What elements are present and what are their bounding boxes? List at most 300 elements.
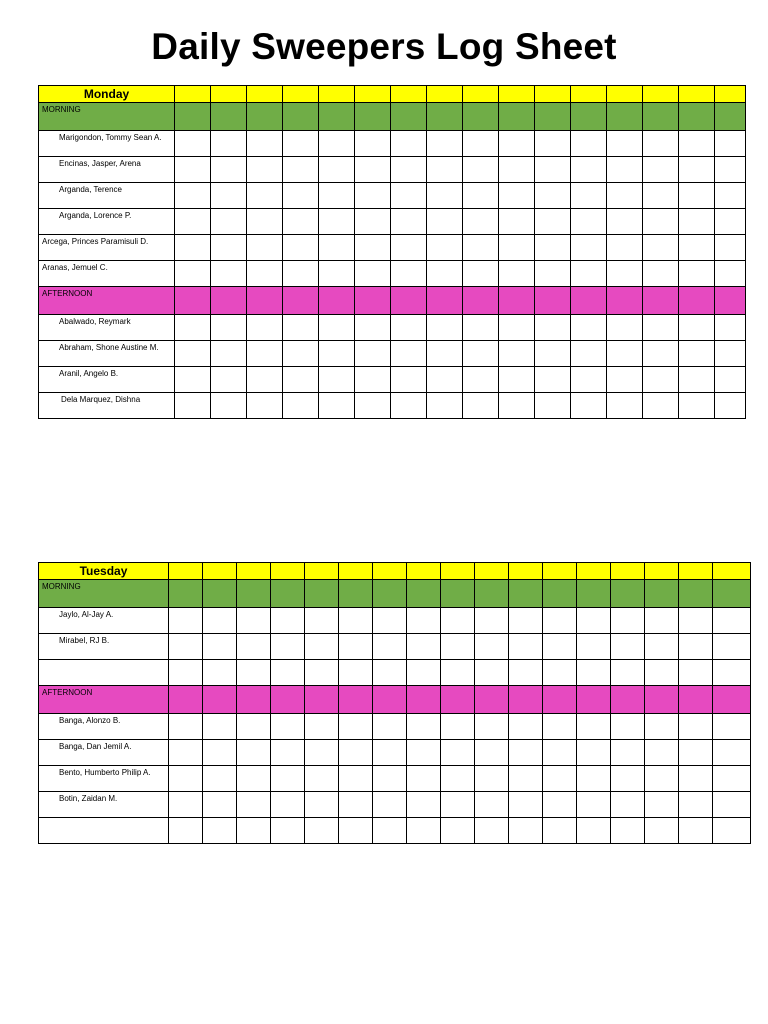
log-cell[interactable]	[463, 209, 499, 235]
log-cell[interactable]	[305, 792, 339, 818]
log-cell[interactable]	[571, 341, 607, 367]
log-cell[interactable]	[441, 660, 475, 686]
log-cell[interactable]	[643, 261, 679, 287]
log-cell[interactable]	[283, 367, 319, 393]
log-cell[interactable]	[607, 157, 643, 183]
log-cell[interactable]	[679, 766, 713, 792]
log-cell[interactable]	[283, 315, 319, 341]
log-cell[interactable]	[175, 393, 211, 419]
log-cell[interactable]	[355, 315, 391, 341]
log-cell[interactable]	[543, 660, 577, 686]
log-cell[interactable]	[645, 634, 679, 660]
log-cell[interactable]	[679, 157, 715, 183]
log-cell[interactable]	[713, 660, 751, 686]
log-cell[interactable]	[499, 341, 535, 367]
log-cell[interactable]	[283, 341, 319, 367]
log-cell[interactable]	[427, 341, 463, 367]
log-cell[interactable]	[391, 235, 427, 261]
log-cell[interactable]	[535, 341, 571, 367]
log-cell[interactable]	[271, 634, 305, 660]
log-cell[interactable]	[509, 660, 543, 686]
log-cell[interactable]	[543, 634, 577, 660]
log-cell[interactable]	[247, 261, 283, 287]
log-cell[interactable]	[339, 766, 373, 792]
log-cell[interactable]	[203, 818, 237, 844]
log-cell[interactable]	[203, 740, 237, 766]
log-cell[interactable]	[169, 660, 203, 686]
log-cell[interactable]	[715, 209, 746, 235]
log-cell[interactable]	[427, 209, 463, 235]
log-cell[interactable]	[283, 209, 319, 235]
log-cell[interactable]	[271, 660, 305, 686]
log-cell[interactable]	[175, 315, 211, 341]
log-cell[interactable]	[715, 235, 746, 261]
log-cell[interactable]	[355, 341, 391, 367]
log-cell[interactable]	[643, 209, 679, 235]
log-cell[interactable]	[571, 367, 607, 393]
log-cell[interactable]	[237, 766, 271, 792]
log-cell[interactable]	[319, 341, 355, 367]
log-cell[interactable]	[713, 714, 751, 740]
log-cell[interactable]	[611, 714, 645, 740]
log-cell[interactable]	[607, 183, 643, 209]
log-cell[interactable]	[535, 261, 571, 287]
log-cell[interactable]	[247, 315, 283, 341]
log-cell[interactable]	[571, 235, 607, 261]
log-cell[interactable]	[407, 634, 441, 660]
log-cell[interactable]	[645, 818, 679, 844]
log-cell[interactable]	[499, 367, 535, 393]
log-cell[interactable]	[535, 367, 571, 393]
log-cell[interactable]	[715, 341, 746, 367]
log-cell[interactable]	[169, 634, 203, 660]
log-cell[interactable]	[427, 261, 463, 287]
log-cell[interactable]	[643, 315, 679, 341]
log-cell[interactable]	[175, 157, 211, 183]
log-cell[interactable]	[169, 608, 203, 634]
log-cell[interactable]	[355, 183, 391, 209]
log-cell[interactable]	[611, 634, 645, 660]
log-cell[interactable]	[715, 367, 746, 393]
log-cell[interactable]	[543, 792, 577, 818]
log-cell[interactable]	[499, 393, 535, 419]
log-cell[interactable]	[169, 740, 203, 766]
log-cell[interactable]	[319, 367, 355, 393]
log-cell[interactable]	[427, 157, 463, 183]
log-cell[interactable]	[283, 157, 319, 183]
log-cell[interactable]	[203, 634, 237, 660]
log-cell[interactable]	[611, 792, 645, 818]
log-cell[interactable]	[237, 660, 271, 686]
log-cell[interactable]	[247, 367, 283, 393]
log-cell[interactable]	[175, 235, 211, 261]
log-cell[interactable]	[441, 714, 475, 740]
log-cell[interactable]	[509, 634, 543, 660]
log-cell[interactable]	[509, 608, 543, 634]
log-cell[interactable]	[247, 157, 283, 183]
log-cell[interactable]	[509, 766, 543, 792]
log-cell[interactable]	[715, 393, 746, 419]
log-cell[interactable]	[535, 157, 571, 183]
log-cell[interactable]	[283, 261, 319, 287]
log-cell[interactable]	[175, 341, 211, 367]
log-cell[interactable]	[499, 261, 535, 287]
log-cell[interactable]	[679, 209, 715, 235]
log-cell[interactable]	[203, 766, 237, 792]
log-cell[interactable]	[175, 367, 211, 393]
log-cell[interactable]	[645, 792, 679, 818]
log-cell[interactable]	[355, 393, 391, 419]
log-cell[interactable]	[355, 157, 391, 183]
log-cell[interactable]	[509, 740, 543, 766]
log-cell[interactable]	[607, 367, 643, 393]
morning-label: MORNING	[39, 580, 169, 608]
log-cell[interactable]	[237, 608, 271, 634]
log-cell[interactable]	[391, 183, 427, 209]
sweeper-name	[39, 660, 169, 686]
log-cell[interactable]	[577, 818, 611, 844]
log-cell[interactable]	[271, 818, 305, 844]
log-cell[interactable]	[543, 714, 577, 740]
log-cell[interactable]	[543, 766, 577, 792]
log-cell[interactable]	[441, 818, 475, 844]
log-cell[interactable]	[355, 261, 391, 287]
log-cell[interactable]	[319, 183, 355, 209]
log-cell[interactable]	[463, 367, 499, 393]
log-cell[interactable]	[577, 740, 611, 766]
log-cell[interactable]	[577, 660, 611, 686]
log-cell[interactable]	[373, 608, 407, 634]
log-cell[interactable]	[247, 393, 283, 419]
log-cell[interactable]	[713, 634, 751, 660]
log-cell[interactable]	[271, 714, 305, 740]
log-cell[interactable]	[645, 740, 679, 766]
log-cell[interactable]	[475, 608, 509, 634]
log-cell[interactable]	[407, 660, 441, 686]
log-cell[interactable]	[715, 183, 746, 209]
log-cell[interactable]	[713, 818, 751, 844]
log-cell[interactable]	[611, 818, 645, 844]
log-cell[interactable]	[319, 131, 355, 157]
log-cell[interactable]	[441, 608, 475, 634]
log-cell[interactable]	[679, 183, 715, 209]
log-cell[interactable]	[441, 766, 475, 792]
log-cell[interactable]	[175, 261, 211, 287]
log-cell[interactable]	[571, 209, 607, 235]
log-cell[interactable]	[643, 183, 679, 209]
log-cell[interactable]	[535, 183, 571, 209]
log-cell[interactable]	[679, 261, 715, 287]
log-cell[interactable]	[203, 792, 237, 818]
log-cell[interactable]	[499, 131, 535, 157]
log-cell[interactable]	[211, 183, 247, 209]
log-cell[interactable]	[391, 209, 427, 235]
log-cell[interactable]	[571, 157, 607, 183]
log-cell[interactable]	[611, 740, 645, 766]
log-cell[interactable]	[463, 315, 499, 341]
log-cell[interactable]	[475, 766, 509, 792]
log-cell[interactable]	[175, 209, 211, 235]
log-cell[interactable]	[607, 235, 643, 261]
log-cell[interactable]	[427, 183, 463, 209]
log-cell[interactable]	[247, 209, 283, 235]
log-cell[interactable]	[373, 792, 407, 818]
log-cell[interactable]	[679, 341, 715, 367]
log-cell[interactable]	[339, 818, 373, 844]
log-cell[interactable]	[475, 660, 509, 686]
log-cell[interactable]	[211, 235, 247, 261]
log-cell[interactable]	[355, 367, 391, 393]
log-cell[interactable]	[169, 792, 203, 818]
log-cell[interactable]	[577, 608, 611, 634]
log-cell[interactable]	[391, 341, 427, 367]
log-cell[interactable]	[679, 608, 713, 634]
log-cell[interactable]	[643, 367, 679, 393]
log-cell[interactable]	[607, 315, 643, 341]
log-cell[interactable]	[391, 131, 427, 157]
log-cell[interactable]	[427, 393, 463, 419]
log-cell[interactable]	[305, 634, 339, 660]
log-cell[interactable]	[237, 740, 271, 766]
log-cell[interactable]	[339, 634, 373, 660]
log-cell[interactable]	[283, 131, 319, 157]
log-cell[interactable]	[475, 634, 509, 660]
log-cell[interactable]	[571, 131, 607, 157]
log-cell[interactable]	[679, 818, 713, 844]
log-cell[interactable]	[715, 315, 746, 341]
log-cell[interactable]	[715, 261, 746, 287]
log-cell[interactable]	[463, 131, 499, 157]
log-cell[interactable]	[463, 183, 499, 209]
log-cell[interactable]	[211, 209, 247, 235]
sweeper-name: Encinas, Jasper, Arena	[39, 157, 175, 183]
log-cell[interactable]	[475, 792, 509, 818]
log-cell[interactable]	[237, 818, 271, 844]
log-cell[interactable]	[211, 315, 247, 341]
log-cell[interactable]	[211, 341, 247, 367]
log-cell[interactable]	[355, 235, 391, 261]
log-cell[interactable]	[607, 261, 643, 287]
log-cell[interactable]	[247, 131, 283, 157]
log-cell[interactable]	[355, 131, 391, 157]
log-cell[interactable]	[339, 660, 373, 686]
log-cell[interactable]	[391, 393, 427, 419]
log-cell[interactable]	[499, 315, 535, 341]
log-cell[interactable]	[645, 608, 679, 634]
log-cell[interactable]	[407, 818, 441, 844]
log-cell[interactable]	[611, 766, 645, 792]
log-cell[interactable]	[211, 157, 247, 183]
log-cell[interactable]	[643, 131, 679, 157]
log-cell[interactable]	[271, 766, 305, 792]
log-cell[interactable]	[571, 261, 607, 287]
log-cell[interactable]	[175, 131, 211, 157]
log-cell[interactable]	[463, 261, 499, 287]
log-cell[interactable]	[237, 714, 271, 740]
log-cell[interactable]	[499, 183, 535, 209]
log-cell[interactable]	[607, 209, 643, 235]
log-cell[interactable]	[715, 131, 746, 157]
log-cell[interactable]	[463, 157, 499, 183]
log-cell[interactable]	[643, 341, 679, 367]
log-cell[interactable]	[571, 393, 607, 419]
log-cell[interactable]	[571, 183, 607, 209]
log-cell[interactable]	[373, 818, 407, 844]
log-cell[interactable]	[643, 157, 679, 183]
log-cell[interactable]	[679, 393, 715, 419]
log-cell[interactable]	[305, 714, 339, 740]
log-cell[interactable]	[339, 714, 373, 740]
log-cell[interactable]	[373, 634, 407, 660]
log-cell[interactable]	[211, 393, 247, 419]
log-cell[interactable]	[319, 315, 355, 341]
log-cell[interactable]	[339, 792, 373, 818]
log-cell[interactable]	[499, 209, 535, 235]
log-cell[interactable]	[679, 235, 715, 261]
log-cell[interactable]	[577, 792, 611, 818]
log-cell[interactable]	[475, 740, 509, 766]
log-cell[interactable]	[645, 660, 679, 686]
log-cell[interactable]	[271, 792, 305, 818]
log-cell[interactable]	[373, 740, 407, 766]
log-cell[interactable]	[339, 740, 373, 766]
log-cell[interactable]	[509, 818, 543, 844]
log-cell[interactable]	[271, 740, 305, 766]
log-cell[interactable]	[247, 235, 283, 261]
log-cell[interactable]	[463, 341, 499, 367]
log-cell[interactable]	[463, 235, 499, 261]
log-cell[interactable]	[391, 367, 427, 393]
log-cell[interactable]	[407, 608, 441, 634]
log-cell[interactable]	[571, 315, 607, 341]
log-cell[interactable]	[237, 634, 271, 660]
log-cell[interactable]	[475, 714, 509, 740]
log-cell[interactable]	[319, 235, 355, 261]
log-cell[interactable]	[679, 792, 713, 818]
log-cell[interactable]	[713, 608, 751, 634]
log-cell[interactable]	[175, 183, 211, 209]
log-cell[interactable]	[211, 261, 247, 287]
log-cell[interactable]	[715, 157, 746, 183]
log-cell[interactable]	[679, 660, 713, 686]
log-cell[interactable]	[577, 714, 611, 740]
log-cell[interactable]	[305, 766, 339, 792]
log-cell[interactable]	[305, 608, 339, 634]
log-cell[interactable]	[679, 131, 715, 157]
log-cell[interactable]	[373, 714, 407, 740]
log-cell[interactable]	[607, 393, 643, 419]
log-cell[interactable]	[543, 608, 577, 634]
log-cell[interactable]	[535, 315, 571, 341]
log-cell[interactable]	[713, 766, 751, 792]
log-cell[interactable]	[407, 714, 441, 740]
log-cell[interactable]	[441, 634, 475, 660]
log-cell[interactable]	[509, 792, 543, 818]
log-cell[interactable]	[407, 740, 441, 766]
log-cell[interactable]	[247, 183, 283, 209]
log-cell[interactable]	[643, 393, 679, 419]
log-cell[interactable]	[607, 131, 643, 157]
log-cell[interactable]	[391, 315, 427, 341]
log-cell[interactable]	[319, 209, 355, 235]
log-cell[interactable]	[283, 393, 319, 419]
log-cell[interactable]	[713, 792, 751, 818]
log-cell[interactable]	[679, 740, 713, 766]
log-cell[interactable]	[391, 157, 427, 183]
log-cell[interactable]	[203, 660, 237, 686]
log-cell[interactable]	[535, 235, 571, 261]
log-cell[interactable]	[169, 766, 203, 792]
log-cell[interactable]	[203, 608, 237, 634]
log-cell[interactable]	[319, 393, 355, 419]
log-cell[interactable]	[305, 660, 339, 686]
log-cell[interactable]	[247, 341, 283, 367]
log-cell[interactable]	[271, 608, 305, 634]
log-cell[interactable]	[373, 766, 407, 792]
log-cell[interactable]	[373, 660, 407, 686]
log-cell[interactable]	[679, 315, 715, 341]
log-cell[interactable]	[543, 740, 577, 766]
log-cell[interactable]	[509, 714, 543, 740]
log-cell[interactable]	[427, 235, 463, 261]
log-cell[interactable]	[543, 818, 577, 844]
log-cell[interactable]	[441, 792, 475, 818]
log-cell[interactable]	[607, 341, 643, 367]
log-cell[interactable]	[577, 766, 611, 792]
log-cell[interactable]	[645, 714, 679, 740]
log-cell[interactable]	[475, 818, 509, 844]
log-cell[interactable]	[611, 660, 645, 686]
log-cell[interactable]	[535, 393, 571, 419]
log-cell[interactable]	[407, 766, 441, 792]
log-cell[interactable]	[441, 740, 475, 766]
log-cell[interactable]	[679, 367, 715, 393]
log-cell[interactable]	[283, 183, 319, 209]
log-cell[interactable]	[211, 131, 247, 157]
log-cell[interactable]	[577, 634, 611, 660]
log-cell[interactable]	[211, 367, 247, 393]
log-cell[interactable]	[643, 235, 679, 261]
log-cell[interactable]	[319, 157, 355, 183]
log-cell[interactable]	[203, 714, 237, 740]
log-cell[interactable]	[355, 209, 391, 235]
log-cell[interactable]	[713, 740, 751, 766]
log-cell[interactable]	[679, 714, 713, 740]
log-cell[interactable]	[611, 608, 645, 634]
log-cell[interactable]	[305, 818, 339, 844]
log-cell[interactable]	[679, 634, 713, 660]
log-cell[interactable]	[427, 131, 463, 157]
log-cell[interactable]	[645, 766, 679, 792]
log-cell[interactable]	[305, 740, 339, 766]
log-cell[interactable]	[535, 131, 571, 157]
log-cell[interactable]	[319, 261, 355, 287]
log-cell[interactable]	[427, 315, 463, 341]
log-cell[interactable]	[169, 818, 203, 844]
log-cell[interactable]	[283, 235, 319, 261]
log-cell[interactable]	[339, 608, 373, 634]
log-cell[interactable]	[463, 393, 499, 419]
log-cell[interactable]	[237, 792, 271, 818]
log-cell[interactable]	[407, 792, 441, 818]
log-cell[interactable]	[535, 209, 571, 235]
log-cell[interactable]	[499, 235, 535, 261]
log-cell[interactable]	[169, 714, 203, 740]
log-cell[interactable]	[499, 157, 535, 183]
table-row	[39, 235, 746, 261]
log-cell[interactable]	[391, 261, 427, 287]
log-cell[interactable]	[427, 367, 463, 393]
